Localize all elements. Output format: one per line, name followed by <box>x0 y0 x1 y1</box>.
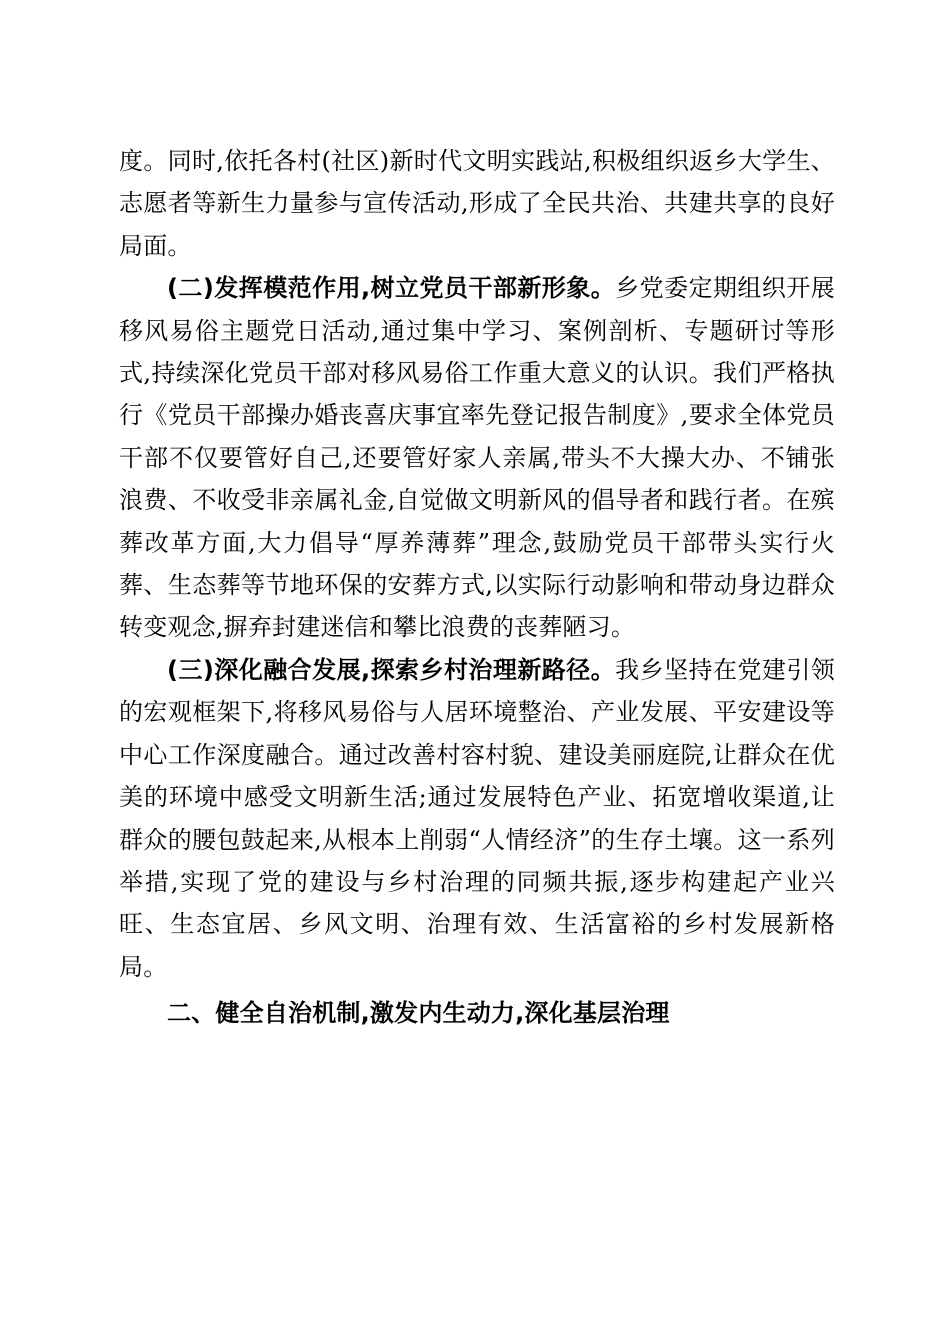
paragraph-continuation <box>119 140 835 267</box>
paragraph-model-role <box>119 267 835 649</box>
section-heading: 二、健全自治机制,激发内生动力,深化基层治理 <box>167 999 670 1028</box>
paragraph-3-lead: (三)深化融合发展,探索乡村治理新路径。 <box>167 655 616 684</box>
paragraph-2-lead: (二)发挥模范作用,树立党员干部新形象。 <box>167 274 616 303</box>
paragraph-1-text: 度。同时,依托各村(社区)新时代文明实践站,积极组织返乡大学生、志愿者等新生力量参与宣传活动,形成了全民共治、共建共享的良好局面。 <box>119 147 835 260</box>
paragraph-integration <box>119 649 835 988</box>
document-body <box>119 140 835 1034</box>
paragraph-2-body: 乡党委定期组织开展移风易俗主题党日活动,通过集中学习、案例剖析、专题研讨等形式,持续深化党员干部对移风易俗工作重大意义的认识。我们严格执行《党员干部操办婚丧喜庆事宜率先登记报告制度》,要求全体党员干部不仅要管好自己,还要管好家人亲属,带头不大操大办、不铺张浪费、不收受非亲属礼金,自觉做文明新风的倡导者和践行者。在殡葬改革方面,大力倡导“厚养薄葬”理念,鼓励党员干部带头实行火葬、生态葬等节地环保的安葬方式,以实际行动影响和带动身边群众转变观念,摒弃封建迷信和攀比浪费的丧葬陋习。 <box>119 274 835 642</box>
paragraph-3-body: 我乡坚持在党建引领的宏观框架下,将移风易俗与人居环境整治、产业发展、平安建设等中心工作深度融合。通过改善村容村貌、建设美丽庭院,让群众在优美的环境中感受文明新生活;通过发展特色产业、拓宽增收渠道,让群众的腰包鼓起来,从根本上削弱“人情经济”的生存土壤。这一系列举措,实现了党的建设与乡村治理的同频共振,逐步构建起产业兴旺、生态宜居、乡风文明、治理有效、生活富裕的乡村发展新格局。 <box>119 655 835 981</box>
